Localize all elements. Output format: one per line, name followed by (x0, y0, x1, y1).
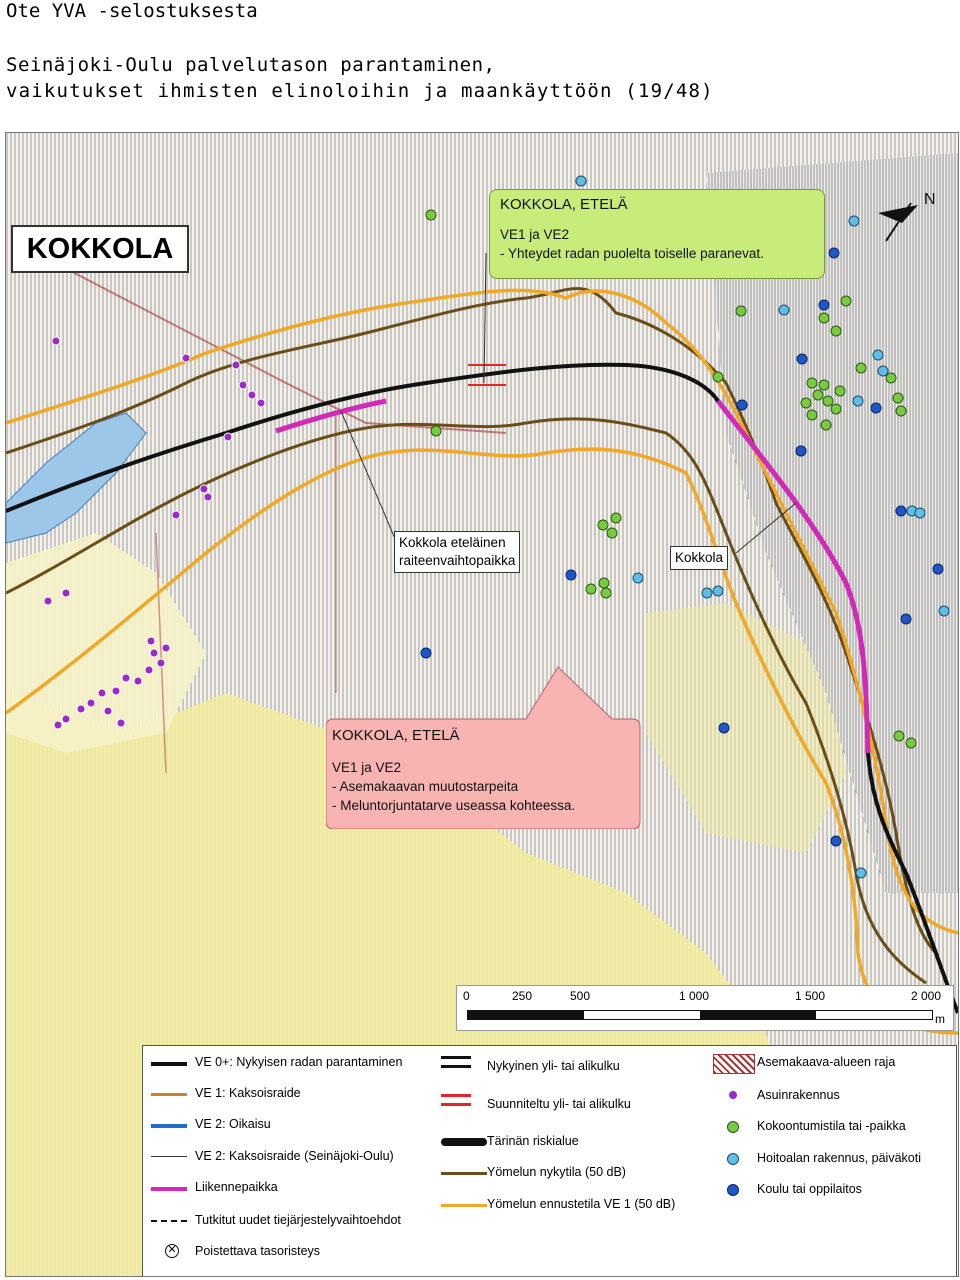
legend-koulu: Koulu tai oppilaitos (757, 1182, 862, 1196)
scale-tick-250: 250 (512, 989, 533, 1003)
legend-nykyinen-kulku: Nykyinen yli- tai alikulku (487, 1059, 620, 1073)
legend-suunniteltu-kulku: Suunniteltu yli- tai alikulku (487, 1097, 631, 1111)
scale-bar-track (467, 1010, 933, 1020)
city-label: KOKKOLA (11, 225, 189, 273)
legend-hoito: Hoitoalan rakennus, päiväkoti (757, 1151, 921, 1165)
legend-tiejarjestely: Tutkitut uudet tiejärjestelyvaihtoehdot (195, 1213, 401, 1227)
crossing-existing-icon (441, 1056, 471, 1068)
legend-asemakaava: Asemakaava-alueen raja (757, 1055, 896, 1069)
callout-top-line2: - Yhteydet radan puolelta toiselle paranevat. (500, 246, 764, 261)
legend (142, 1045, 957, 1277)
label-passing-line1: Kokkola eteläinen (399, 535, 506, 550)
label-passing-line2: raiteenvaihtopaikka (399, 553, 516, 568)
scale-tick-1500: 1 500 (795, 989, 826, 1003)
callout-bottom-line2: - Asemakaavan muutostarpeita (332, 779, 519, 794)
legend-yomelu-nyky: Yömelun nykytila (50 dB) (487, 1165, 626, 1179)
callout-bottom (332, 727, 632, 815)
label-passing-loop (394, 531, 520, 573)
legend-ve2-oikaisu: VE 2: Oikaisu (195, 1117, 271, 1131)
scale-tick-500: 500 (570, 989, 591, 1003)
scale-tick-1000: 1 000 (679, 989, 710, 1003)
map-area[interactable] (5, 132, 959, 1277)
callout-bottom-line1: VE1 ja VE2 (332, 760, 402, 775)
callout-bottom-title: KOKKOLA, ETELÄ (332, 727, 460, 744)
legend-tasoristeys: Poistettava tasoristeys (195, 1244, 321, 1258)
header-subtitle-2: vaikutukset ihmisten elinoloihin ja maankäyttöön (19/48) (6, 80, 714, 102)
callout-top-line1: VE1 ja VE2 (500, 227, 570, 242)
callout-top-title: KOKKOLA, ETELÄ (500, 196, 628, 213)
legend-tarina: Tärinän riskialue (487, 1134, 579, 1148)
label-station: Kokkola (670, 546, 728, 570)
callout-bottom-line3: - Meluntorjuntatarve useassa kohteessa. (332, 798, 576, 813)
legend-asuin: Asuinrakennus (757, 1088, 840, 1102)
legend-liikennepaikka: Liikennepaikka (195, 1180, 278, 1194)
legend-yomelu-ennuste: Yömelun ennustetila VE 1 (50 dB) (487, 1197, 676, 1211)
crossing-planned-icon (441, 1094, 471, 1106)
north-label: N (924, 191, 936, 208)
scale-tick-2000: 2 000 (911, 989, 942, 1003)
scale-tick-0: 0 (463, 989, 470, 1003)
header-title: Ote YVA -selostuksesta (6, 0, 258, 22)
scale-bar (456, 985, 954, 1031)
legend-ve1: VE 1: Kaksoisraide (195, 1086, 301, 1100)
legend-kokoontumis: Kokoontumistila tai -paikka (757, 1119, 906, 1133)
crossing-remove-icon: ✕ (165, 1244, 179, 1258)
header-subtitle-1: Seinäjoki-Oulu palvelutason parantaminen, (6, 54, 496, 76)
legend-ve2-kaksoisraide: VE 2: Kaksoisraide (Seinäjoki-Oulu) (195, 1149, 394, 1163)
scale-unit: m (935, 1012, 945, 1026)
legend-ve0: VE 0+: Nykyisen radan parantaminen (195, 1055, 403, 1069)
callout-top (489, 189, 825, 279)
